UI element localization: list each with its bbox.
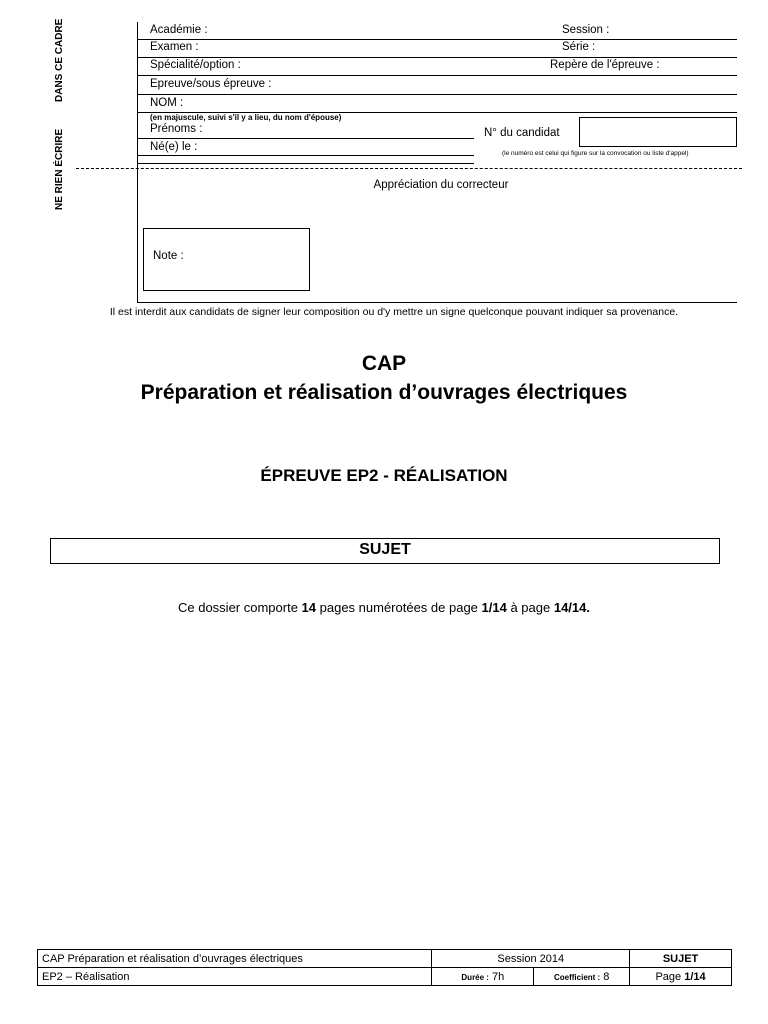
appreciation-label: Appréciation du correcteur [373, 179, 509, 191]
form-line [137, 75, 737, 76]
form-line [137, 138, 474, 139]
nom-label: NOM : [150, 97, 184, 109]
footer-coef [534, 968, 630, 986]
coef-label: Coefficient : [553, 972, 601, 982]
dossier-first: 1/14 [481, 600, 507, 615]
footer-ep2: EP2 – Réalisation [38, 968, 432, 986]
session-label: Session : [562, 24, 610, 36]
page-value: 1/14 [684, 970, 706, 983]
nom-hint: (en majuscule, suivi s'il y a lieu, du nom d'épouse) [150, 113, 342, 122]
footer-sujet: SUJET [630, 950, 732, 968]
form-line [137, 155, 474, 156]
side-text-bottom: NE RIEN ÉCRIRE [54, 128, 65, 210]
dossier-last: 14/14. [553, 600, 590, 615]
page-label: Page [655, 970, 685, 983]
duree-label: Durée : [461, 972, 489, 982]
candidat-hint: (le numéro est celui qui figure sur la convocation ou liste d'appel) [502, 150, 689, 157]
dossier-mid: pages numérotées de page [316, 600, 482, 615]
prenoms-label: Prénoms : [150, 123, 203, 135]
footer-session: Session 2014 [432, 950, 630, 968]
form-line [137, 163, 474, 164]
footer-table [37, 949, 732, 986]
duree-value: 7h [492, 970, 505, 983]
form-line [137, 94, 737, 95]
side-text-top: DANS CE CADRE [54, 18, 65, 102]
dossier-mid2: à page [506, 600, 554, 615]
examen-label: Examen : [150, 41, 199, 53]
footer-page [630, 968, 732, 986]
interdit-notice: Il est interdit aux candidats de signer leur composition ou d'y mettre un signe quelconque pouvant indiquer sa provenance. [109, 306, 679, 318]
title-main: Préparation et réalisation d’ouvrages électriques [140, 381, 628, 404]
dossier-pages: 14 [301, 600, 317, 615]
form-line [137, 57, 737, 58]
footer-duree [432, 968, 534, 986]
serie-label: Série : [562, 41, 596, 53]
repere-label: Repère de l'épreuve : [550, 59, 660, 71]
coef-value: 8 [603, 970, 610, 983]
candidat-label: N° du candidat [484, 127, 560, 139]
note-label: Note : [153, 250, 184, 262]
sujet-label: SUJET [359, 541, 411, 558]
footer-cap: CAP Préparation et réalisation d’ouvrages électriques [38, 950, 432, 968]
epreuve-title: ÉPREUVE EP2 - RÉALISATION [260, 466, 508, 485]
cut-line [76, 168, 742, 169]
specialite-label: Spécialité/option : [150, 59, 241, 71]
dossier-pre: Ce dossier comporte [177, 600, 302, 615]
form-bottom-line [137, 302, 737, 303]
dossier-text [0, 600, 768, 615]
ne-le-label: Né(e) le : [150, 141, 198, 153]
form-line [137, 39, 737, 40]
epreuve-label: Epreuve/sous épreuve : [150, 78, 272, 90]
title-cap: CAP [361, 352, 407, 375]
academie-label: Académie : [150, 24, 208, 36]
candidat-number-box[interactable] [579, 117, 737, 147]
sujet-box [50, 538, 720, 564]
